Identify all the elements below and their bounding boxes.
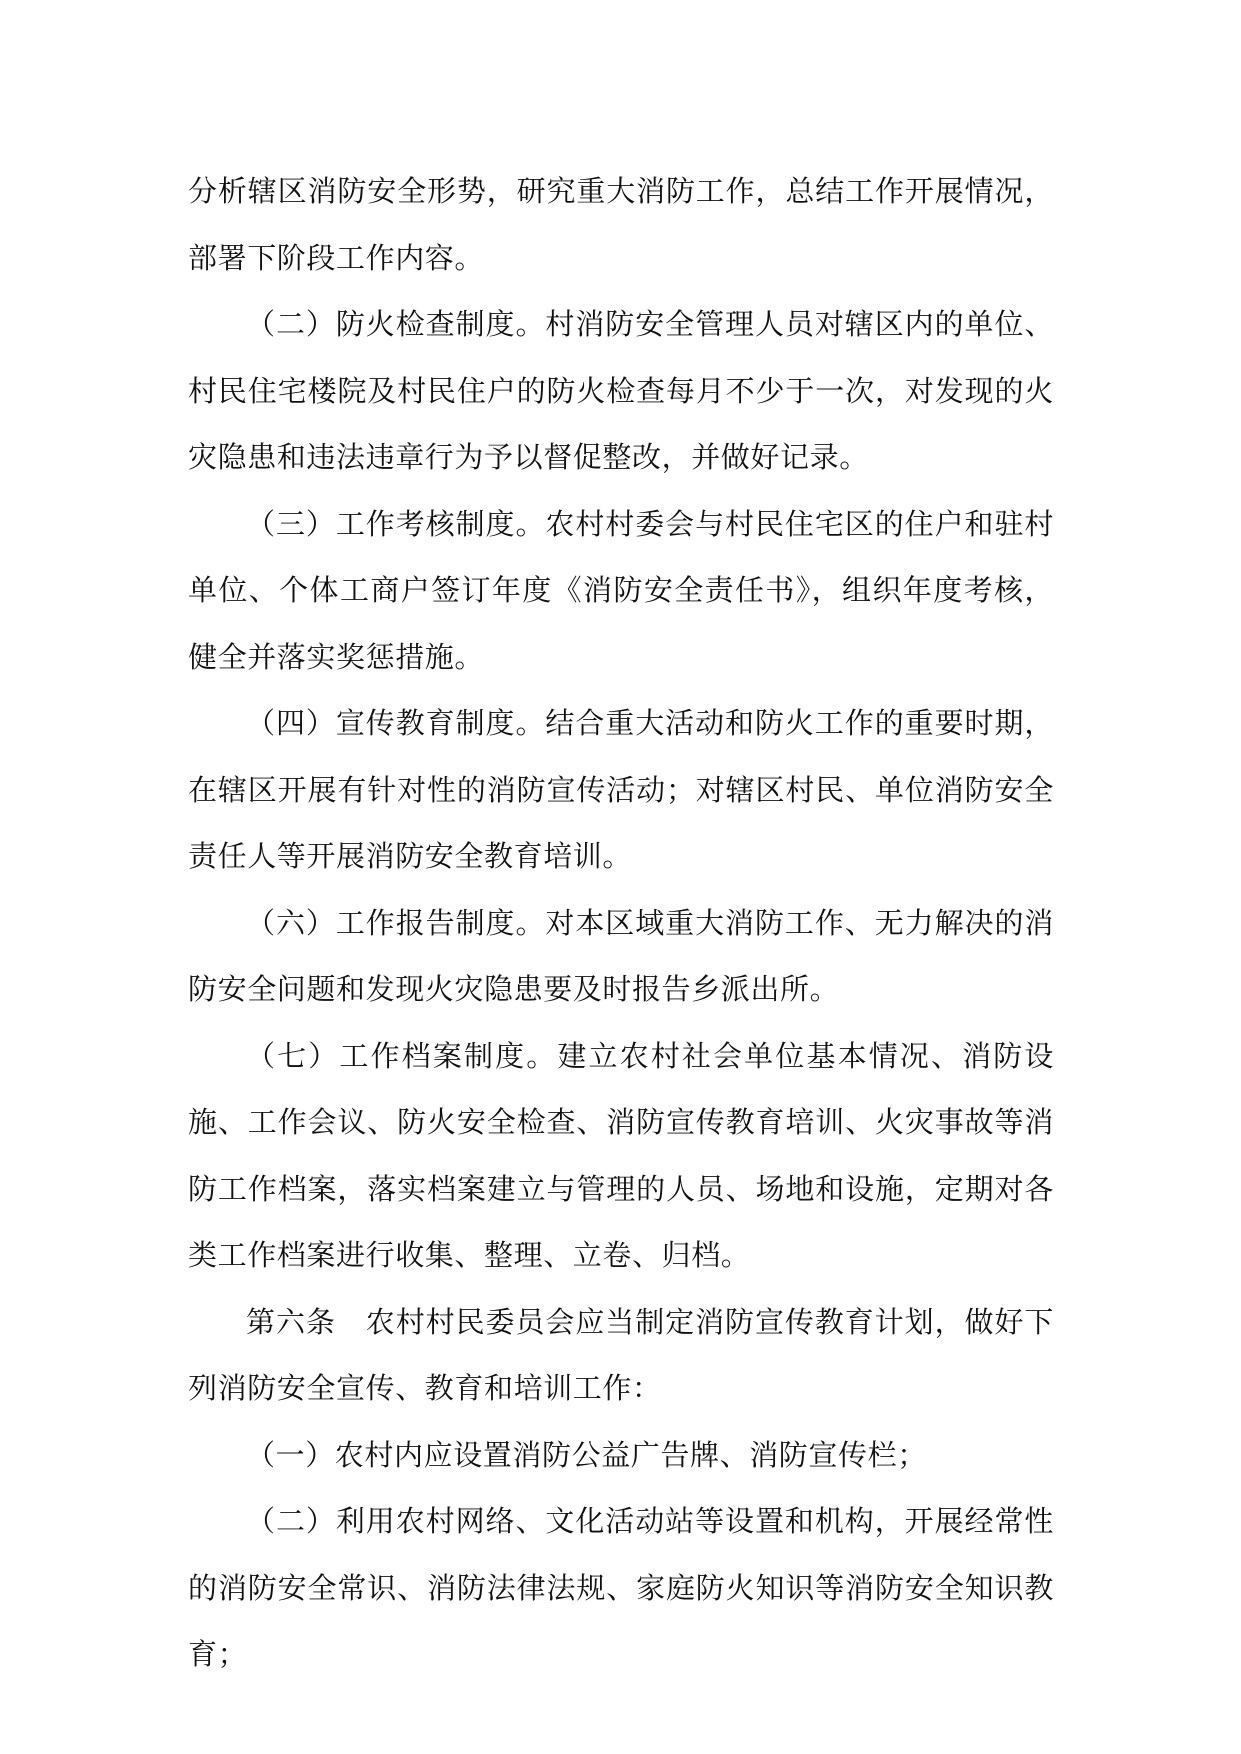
paragraph-work-report: （六）工作报告制度。对本区域重大消防工作、无力解决的消防安全问题和发现火灾隐患要及时报告乡派出所。 [188, 905, 1054, 1006]
paragraph-article-six: 第六条 农村村民委员会应当制定消防宣传教育计划，做好下列消防安全宣传、教育和培训工作： [188, 1304, 1054, 1405]
paragraph-continuation: 分析辖区消防安全形势，研究重大消防工作，总结工作开展情况，部署下阶段工作内容。 [188, 174, 1054, 275]
paragraph-publicity-education: （四）宣传教育制度。结合重大活动和防火工作的重要时期，在辖区开展有针对性的消防宣传活动；对辖区村民、单位消防安全责任人等开展消防安全教育培训。 [188, 706, 1054, 873]
paragraph-item-one: （一）农村内应设置消防公益广告牌、消防宣传栏； [246, 1437, 927, 1472]
document-body [188, 158, 1054, 1688]
paragraph-work-archive: （七）工作档案制度。建立农村社会单位基本情况、消防设施、工作会议、防火安全检查、消防宣传教育培训、火灾事故等消防工作档案，落实档案建立与管理的人员、场地和设施，定期对各类工作档案进行收集、整理、立卷、归档。 [188, 1038, 1054, 1272]
paragraph-work-assessment: （三）工作考核制度。农村村委会与村民住宅区的住户和驻村单位、个体工商户签订年度《消防安全责任书》，组织年度考核，健全并落实奖惩措施。 [188, 506, 1054, 674]
paragraph-fire-inspection: （二）防火检查制度。村消防安全管理人员对辖区内的单位、村民住宅楼院及村民住户的防火检查每月不少于一次，对发现的火灾隐患和违法违章行为予以督促整改，并做好记录。 [188, 307, 1054, 474]
paragraph-item-two: （二）利用农村网络、文化活动站等设置和机构，开展经常性的消防安全常识、消防法律法规、家庭防火知识等消防安全知识教育； [188, 1504, 1054, 1671]
